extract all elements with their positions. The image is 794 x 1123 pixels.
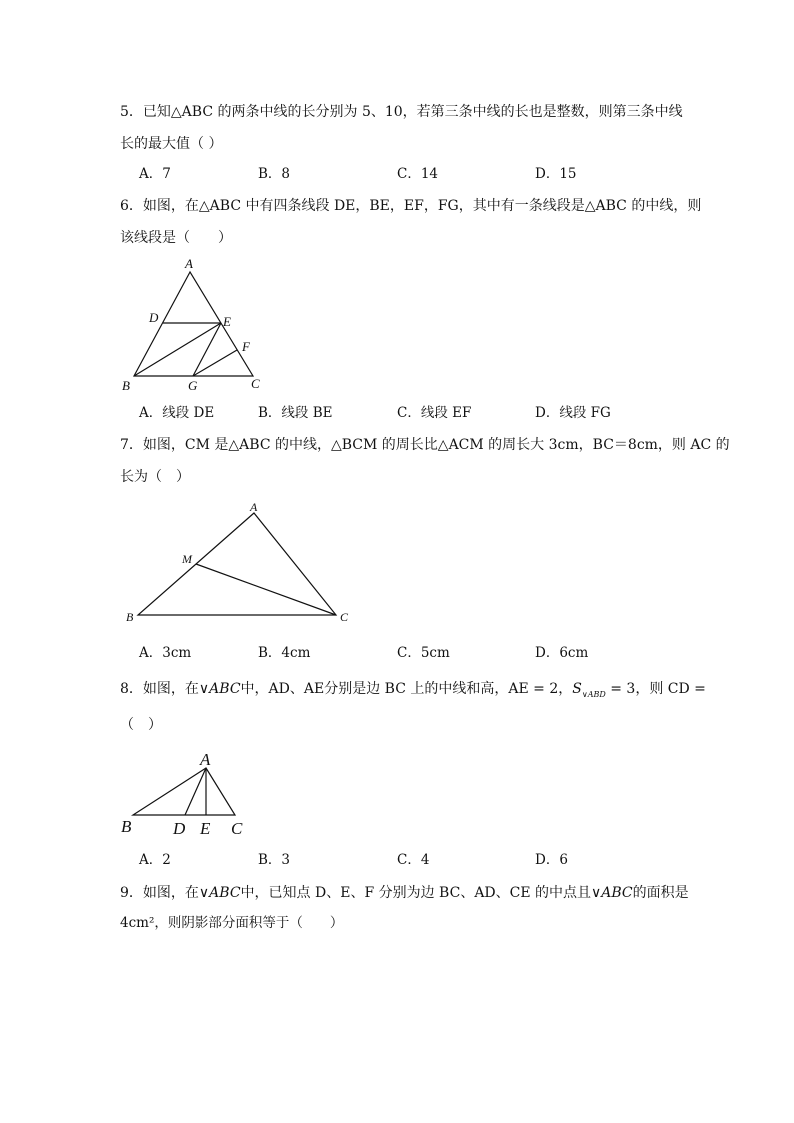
q8-stem-suffix: = 3，则 CD = <box>605 681 706 697</box>
q8-area-symbol: S <box>572 681 582 697</box>
q8-triangle-symbol: ∨ABC <box>198 681 241 697</box>
q8-label-d: D <box>173 819 186 838</box>
q8-stem-line2: （ ） <box>120 717 162 733</box>
q6-stem-line2: 该线段是（ ） <box>120 230 232 246</box>
q6-option-b[interactable]: B．线段 BE <box>258 405 333 421</box>
q7-stem-line1: 7．如图，CM 是△ABC 的中线，△BCM 的周长比△ACM 的周长大 3cm，BC＝8cm，则 AC 的 <box>120 437 730 453</box>
q7-label-m: M <box>182 552 192 566</box>
q7-option-d[interactable]: D．6cm <box>535 645 589 661</box>
q9-triangle-symbol-1: ∨ABC <box>198 885 241 901</box>
q8-stem-prefix: 8．如图，在 <box>120 681 199 697</box>
q7-option-c[interactable]: C．5cm <box>397 645 450 661</box>
q8-stem-middle: 中，AD、AE分别是边 BC 上的中线和高，AE = 2， <box>240 681 573 697</box>
q6-label-f: F <box>242 339 250 354</box>
q6-label-c: C <box>251 376 260 391</box>
q8-label-e: E <box>200 819 211 838</box>
q6-label-e: E <box>223 314 231 329</box>
q6-label-a: A <box>185 256 193 271</box>
q9-stem-line1 <box>120 883 689 903</box>
q6-option-d[interactable]: D．线段 FG <box>535 405 611 421</box>
q5-stem-line1: 5．已知△ABC 的两条中线的长分别为 5、10，若第三条中线的长也是整数，则第三条中线 <box>120 104 683 120</box>
q5-stem-line2: 长的最大值（ ） <box>120 136 223 152</box>
q8-label-c: C <box>231 819 243 838</box>
q6-label-g: G <box>188 378 198 393</box>
q9-stem-suffix: 的面积是 <box>632 885 689 901</box>
q9-stem-line2: 4cm²，则阴影部分面积等于（ ） <box>120 915 344 931</box>
q6-label-d: D <box>149 310 159 325</box>
q6-label-b: B <box>122 378 130 393</box>
q7-option-a[interactable]: A．3cm <box>139 645 192 661</box>
q7-label-c: C <box>340 610 349 624</box>
q7-triangle-abc <box>138 513 336 615</box>
q5-option-b[interactable]: B．8 <box>258 166 291 182</box>
q6-stem-line1: 6．如图，在△ABC 中有四条线段 DE，BE，EF，FG，其中有一条线段是△ABC 的中线，则 <box>120 198 702 214</box>
q6-option-a[interactable]: A．线段 DE <box>139 405 215 421</box>
q8-label-b: B <box>121 817 132 836</box>
q8-option-c[interactable]: C．4 <box>397 852 430 868</box>
q5-option-d[interactable]: D．15 <box>535 166 577 182</box>
q8-stem-line1 <box>120 679 706 705</box>
q9-stem-prefix: 9．如图，在 <box>120 885 199 901</box>
q6-segment-be <box>134 323 221 376</box>
q7-option-b[interactable]: B．4cm <box>258 645 311 661</box>
q9-triangle-symbol-2: ∨ABC <box>591 885 633 901</box>
q8-option-d[interactable]: D．6 <box>535 852 568 868</box>
q7-label-b: B <box>126 610 134 624</box>
q6-options <box>139 403 699 423</box>
q8-option-b[interactable]: B．3 <box>258 852 291 868</box>
q8-area-subscript: ∨ABD <box>581 689 606 699</box>
q9-stem-middle: 中，已知点 D、E、F 分别为边 BC、AD、CE 的中点且 <box>240 885 592 901</box>
q5-option-a[interactable]: A．7 <box>139 166 171 182</box>
q5-option-c[interactable]: C．14 <box>397 166 439 182</box>
q8-options <box>139 850 699 870</box>
q7-label-a: A <box>250 500 258 514</box>
q7-stem-line2: 长为（ ） <box>120 469 190 485</box>
q8-triangle-abc <box>133 768 235 815</box>
q7-options <box>139 643 699 663</box>
q8-label-a: A <box>200 750 211 769</box>
q6-option-c[interactable]: C．线段 EF <box>397 405 472 421</box>
q8-option-a[interactable]: A．2 <box>139 852 171 868</box>
